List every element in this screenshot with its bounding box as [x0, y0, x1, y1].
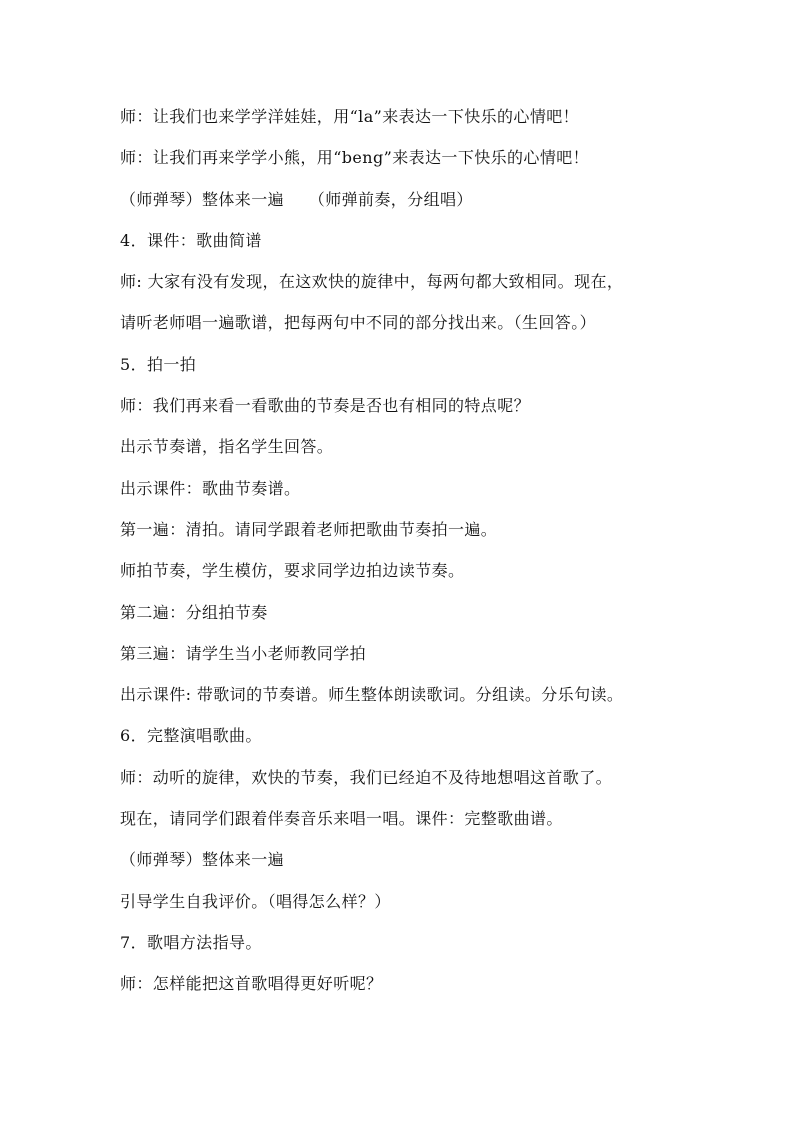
text-line: 引导学生自我评价。（唱得怎么样？） — [120, 891, 391, 911]
text-line: 出示节奏谱，指名学生回答。 — [120, 437, 334, 457]
text-line: 出示课件: 带歌词的节奏谱。师生整体朗读歌词。分组读。分乐句读。 — [120, 685, 624, 705]
document-body — [120, 105, 700, 1014]
section-heading: 7．歌唱方法指导。 — [120, 932, 262, 952]
text-line: 第一遍：清拍。请同学跟着老师把歌曲节奏拍一遍。 — [120, 519, 498, 539]
section-heading: 5．拍一拍 — [120, 354, 197, 374]
text-line: 第三遍：请学生当小老师教同学拍 — [120, 643, 367, 663]
text-line: （师弹琴）整体来一遍 （师弹前奏，分组唱） — [120, 189, 473, 209]
section-heading: 6．完整演唱歌曲。 — [120, 726, 262, 746]
text-line: 师: 大家有没有发现，在这欢快的旋律中，每两句都大致相同。现在， — [120, 272, 624, 292]
text-line: 师：动听的旋律，欢快的节奏，我们已经迫不及待地想唱这首歌了。 — [120, 767, 613, 787]
text-line: 现在，请同学们跟着伴奏音乐来唱一唱。课件：完整歌曲谱。 — [120, 809, 563, 829]
text-line: 请听老师唱一遍歌谱，把每两句中不同的部分找出来。（生回答。） — [120, 313, 597, 333]
section-heading: 4．课件：歌曲简谱 — [120, 230, 262, 250]
text-line: 师：怎样能把这首歌唱得更好听呢？ — [120, 974, 383, 994]
text-line: 师：让我们也来学学洋娃娃，用“la”来表达一下快乐的心情吧！ — [120, 107, 580, 126]
text-line: 第二遍：分组拍节奏 — [120, 602, 268, 622]
text-line: 出示课件：歌曲节奏谱。 — [120, 478, 301, 498]
text-line: 师拍节奏，学生模仿，要求同学边拍边读节奏。 — [120, 561, 465, 581]
text-line: （师弹琴）整体来一遍 — [120, 850, 285, 870]
text-line: 师：让我们再来学学小熊，用“beng”来表达一下快乐的心情吧！ — [120, 148, 590, 168]
text-line: 师：我们再来看一看歌曲的节奏是否也有相同的特点呢？ — [120, 396, 531, 416]
